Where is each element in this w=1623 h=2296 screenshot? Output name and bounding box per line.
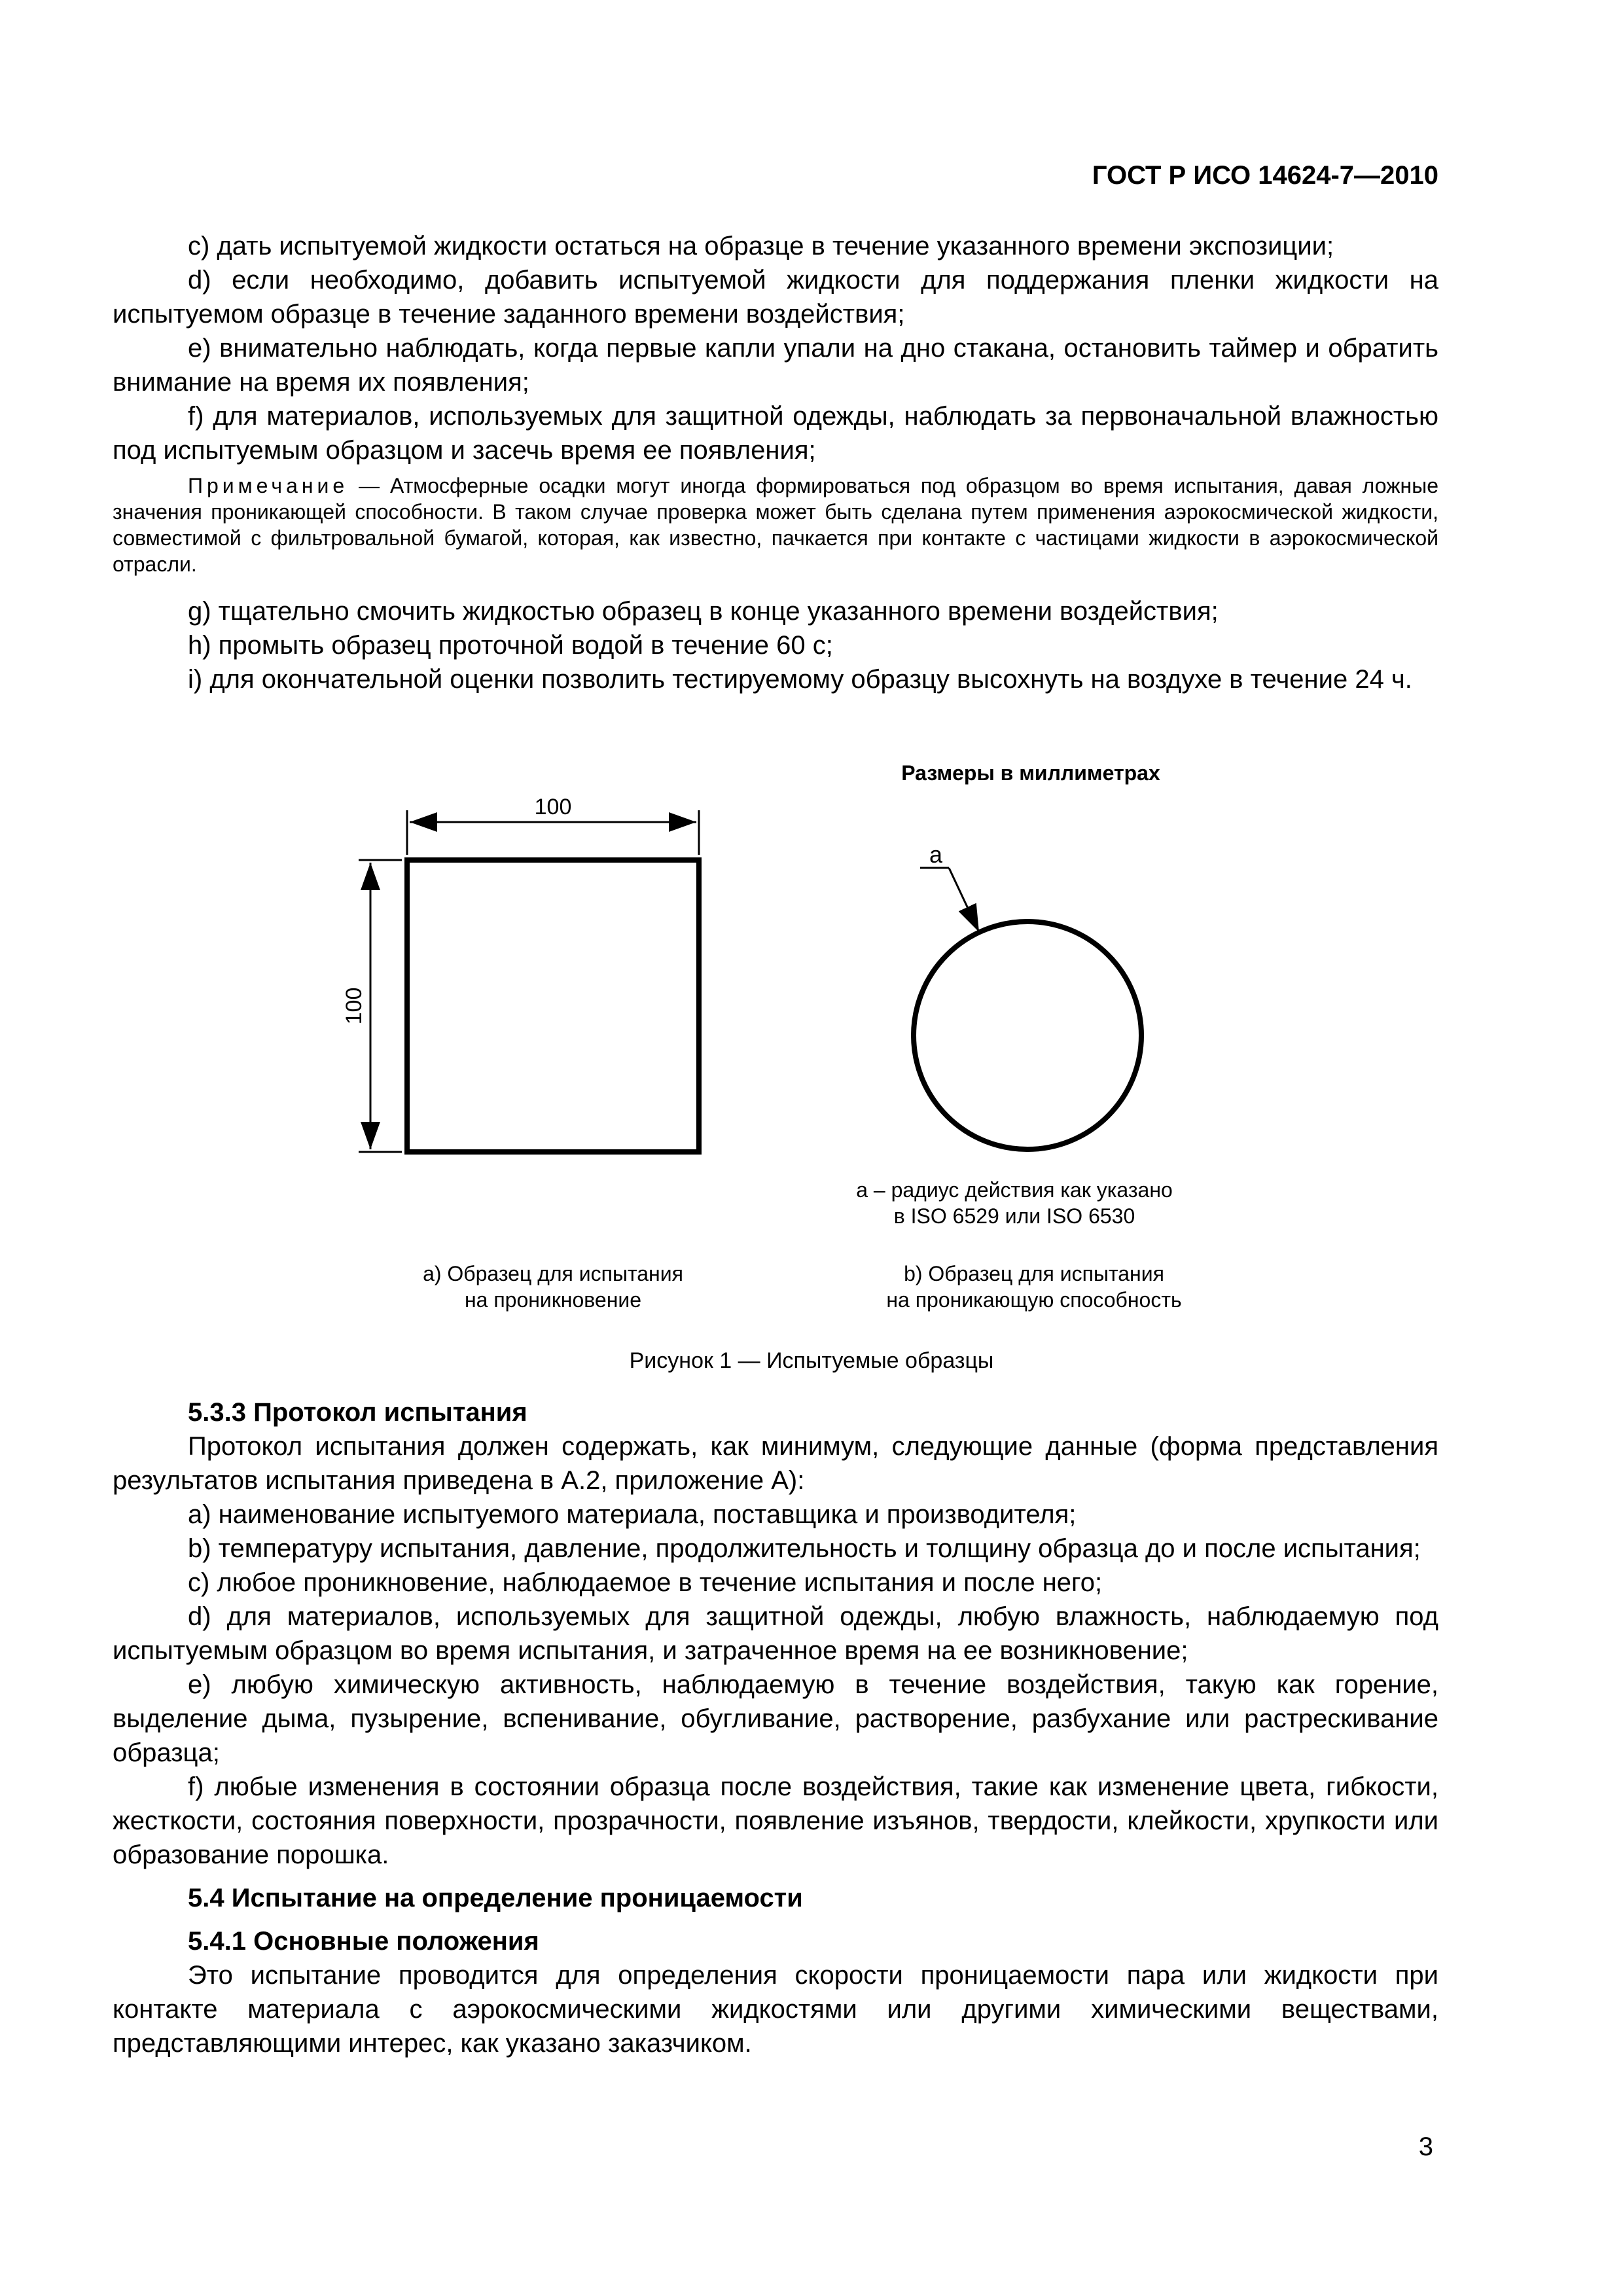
leader-a-arrow xyxy=(949,868,979,932)
step-c: c) дать испытуемой жидкости остаться на образце в течение указанного времени экспозиции; xyxy=(188,232,1334,260)
page-number: 3 xyxy=(1418,2132,1433,2161)
legend-a-line2: в ISO 6529 или ISO 6530 xyxy=(893,1204,1135,1228)
caption-b-line1: b) Образец для испытания xyxy=(904,1262,1164,1285)
heading-5-4: 5.4 Испытание на определение проницаемости xyxy=(188,1884,803,1912)
section-5-3-3 xyxy=(113,1395,1438,2060)
units-note: Размеры в миллиметрах xyxy=(901,761,1160,785)
item-a: a) наименование испытуемого материала, поставщика и производителя; xyxy=(188,1500,1077,1529)
step-f: f) для материалов, используемых для защитной одежды, наблюдать за первоначальной влажностью под испытуемым образцом и засечь время ее появления; xyxy=(113,402,1438,465)
caption-b-line2: на проникающую способность xyxy=(886,1288,1182,1312)
marker-a: a xyxy=(929,841,943,868)
step-d: d) если необходимо, добавить испытуемой жидкости для поддержания пленки жидкости на испытуемом образце в течение заданного времени воздействия; xyxy=(113,266,1438,329)
text-5-4-1: Это испытание проводится для определения скорости проницаемости пара или жидкости при контакте материала с аэрокосмическими жидкостями или другими химическими веществами, представляющими интерес, как указано заказчиком. xyxy=(113,1961,1438,2058)
width-dimension-label: 100 xyxy=(534,795,572,819)
square-specimen xyxy=(407,860,699,1152)
legend-a-line1: a – радиус действия как указано xyxy=(856,1178,1173,1202)
heading-5-4-1: 5.4.1 Основные положения xyxy=(188,1927,539,1956)
step-g: g) тщательно смочить жидкостью образец в конце указанного времени воздействия; xyxy=(188,597,1219,626)
heading-5-3-3: 5.3.3 Протокол испытания xyxy=(188,1398,527,1427)
caption-a-line1: a) Образец для испытания xyxy=(423,1262,683,1285)
document-id: ГОСТ Р ИСО 14624-7—2010 xyxy=(1092,161,1438,190)
step-h: h) промыть образец проточной водой в течение 60 с; xyxy=(188,631,833,660)
item-f: f) любые изменения в состоянии образца после воздействия, такие как изменение цвета, гибкости, жесткости, состояния поверхности, прозрачности, появление изъянов, твердости, клейкости, хрупкости или образование порошка. xyxy=(113,1772,1438,1869)
legend-a xyxy=(812,1177,1217,1229)
intro-5-3-3: Протокол испытания должен содержать, как минимум, следующие данные (форма представления результатов испытания приведена в А.2, приложение А): xyxy=(113,1432,1438,1495)
circle-specimen xyxy=(914,922,1141,1149)
step-e: e) внимательно наблюдать, когда первые капли упали на дно стакана, остановить таймер и обратить внимание на время их появления; xyxy=(113,334,1438,397)
note-label: Примечание xyxy=(188,474,349,497)
figure-title: Рисунок 1 — Испытуемые образцы xyxy=(629,1348,994,1373)
item-b: b) температуру испытания, давление, продолжительность и толщину образца до и после испытания; xyxy=(188,1534,1421,1563)
caption-a-line2: на проникновение xyxy=(464,1288,642,1312)
item-d: d) для материалов, используемых для защитной одежды, любую влажность, наблюдаемую под испытуемым образцом во время испытания, и затраченное время на ее возникновение; xyxy=(113,1602,1438,1665)
note-text: — Атмосферные осадки могут иногда формироваться под образцом во время испытания, давая ложные значения проникающей способности. В таком случае проверка может быть сделана путем применения аэрокосмической жидкости, совместимой с фильтровальной бумагой, которая, как известно, пачкается при контакте с частицами жидкости в аэрокосмической отрасли. xyxy=(113,474,1439,576)
height-dimension-label: 100 xyxy=(342,987,366,1025)
item-e: e) любую химическую активность, наблюдаемую в течение воздействия, такую как горение, выделение дыма, пузырение, вспенивание, обугливание, растворение, разбухание или растрескивание образца; xyxy=(113,1670,1438,1767)
step-i: i) для окончательной оценки позволить тестируемому образцу высохнуть на воздухе в течение 24 ч. xyxy=(188,665,1412,694)
item-c: c) любое проникновение, наблюдаемое в течение испытания и после него; xyxy=(188,1568,1103,1597)
caption-b xyxy=(825,1261,1243,1313)
caption-a xyxy=(366,1261,740,1313)
